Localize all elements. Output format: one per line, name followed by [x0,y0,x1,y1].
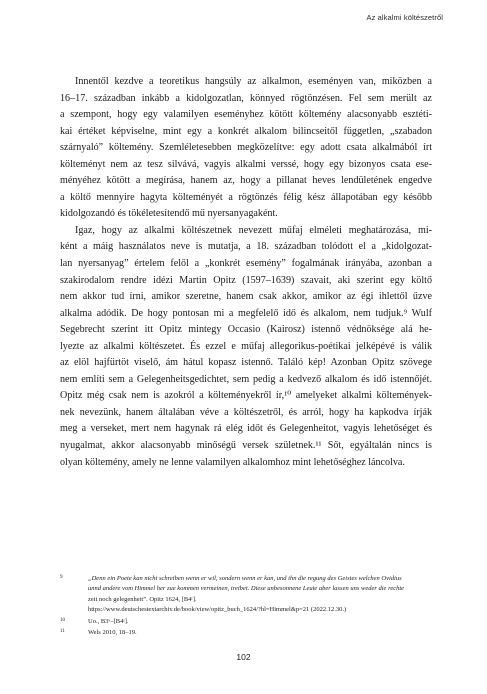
paragraph-2-line-1: Igaz, hogy az alkalmi költészetnek nevezett műfaj elméleti meghatározása, mi- [75,224,432,236]
paragraph-1-line-7: ményéhez kötött a megírása, hanem az, hogy a pillanat heves lendületének engedve [60,175,432,187]
paragraph-2-line-7: Segebrecht szerint itt Opitz mintegy Occasio (Kairosz) istennő védnöksége alá he- [60,324,432,336]
paragraph-1-line-8: a költő mennyire hagyta költeményét a rögtönzés félig kész állapotában egy később [60,191,432,203]
footnote-number: 10 [60,617,65,623]
footnote-11 [60,628,432,638]
paragraph-2-line-6: alkalma adódik. De hogy pontosan mi a megfelelő idő és alkalom, nem tudjuk.⁹ Wulf [60,307,432,319]
paragraph-1-line-4: kai értéket képviselne, mint egy a konkrét alkalom bilincseitől független, „szabadon [60,125,432,137]
footnote-line: zeit noch gelegenheit”. Opitz 1624, [B4ʳ]. [88,595,197,603]
footnote-9 [60,574,432,616]
footnote-line: Wels 2010, 18–19. [88,629,137,637]
paragraph-2-line-2: ként a máig használatos neve is mutatja, a 18. században tolódott el a „kidolgozat- [60,241,432,253]
footnote-line: unnd andere vom Himmel her zue kommen vermeinen, treibet. Diese unbesonnene Leute aber lassen uns weder die rechte [88,585,405,593]
paragraph-1-line-5: szárnyaló” költemény. Szemléletesebben megközelítve: egy adott csata alkalmából írt [60,142,432,154]
paragraph-2-line-11: Opitz még csak nem is azokról a költeményekről ír,¹⁰ amelyeket alkalmi költemények- [60,390,432,402]
paragraph-2-line-14: nyugalmat, akkor alacsonyabb minőségű versek születnek.¹¹ Sőt, egyáltalán nincs is [60,440,432,452]
paragraph-2-line-5: nem akkor tud írni, amikor szeretne, hanem csak akkor, amikor az égi ihlettől űzve [60,291,432,303]
paragraph-2-line-12: nek nevezünk, hanem általában véve a költészetről, és arról, hogy ha kapkodva írják [60,406,432,418]
body-text [60,74,432,471]
page-number: 102 [236,652,251,662]
footnote-number: 9 [60,575,63,580]
footnotes [60,574,432,639]
footnote-10 [60,617,432,627]
paragraph-1-line-1: Innentől kezdve a teoretikus hangsúly az alkalmon, eseményen van, miközben a [75,76,432,87]
paragraph-2-line-3: lan nyersanyag” értelem felől a „konkrét esemény” fogalmának irányába, azonban a [60,258,432,270]
running-header: Az alkalmi költészetről [366,13,443,22]
paragraph-2-line-10: nem említi sem a Gelegenheitsgedichtet, sem pedig a kedvező alkalom és idő istennőjét. [60,373,432,385]
paragraph-1-line-9: kidolgozandó és tökéletesítendő mű nyersanyagaként. [60,208,278,220]
paragraph-1-line-6: költeményt nem az tesz silvává, vagyis alkalmi verssé, hogy egy bizonyos csata ese- [60,158,432,170]
paragraph-2-line-4: szakirodalom rendre idézi Martin Opitz (1597–1639) szavait, aki szerint egy költő [60,274,432,286]
paragraph-2-line-15: olyan költemény, amely ne lenne valamilyen alkalomhoz mint lehetőséghez láncolva. [60,456,405,468]
paragraph-2-line-8: lyezte az alkalmi költészetet. És ezzel e műfaj allegorikus-poétikai jelképévé is válik [60,340,432,352]
paragraph-1-line-2: 16–17. században inkább a kidolgozatlan, könnyed rögtönzésen. Fel sem merült az [60,92,432,104]
footnote-line: Uo., B3ᵛ–[B4ʳ]. [88,617,129,625]
footnote-line: „Denn ein Poete kan nicht schreiben wenn er wil, sondern wenn er kan, und ihn die regung des Geistes welchen Ovidius [88,575,402,582]
paragraph-2-line-9: az elöl hajfürtöt viselő, ám hátul kopasz istennő. Találó kép! Azonban Opitz szövege [60,357,432,369]
paragraph-2-line-13: meg a verseket, mert nem hagynak rá elég időt és Gelegenheitot, vagyis lehetőséget és [60,423,432,435]
footnote-number: 11 [60,629,65,635]
footnote-url-link[interactable]: https://www.deutschestextarchiv.de/book/view/opitz_buch_1624/?hl=Himmel&p=21 (2022.12.30.) [88,606,347,614]
paragraph-1-line-3: a szempont, hogy egy valamilyen eseményhez kötött költemény alacsonyabb esztéti- [60,109,432,121]
